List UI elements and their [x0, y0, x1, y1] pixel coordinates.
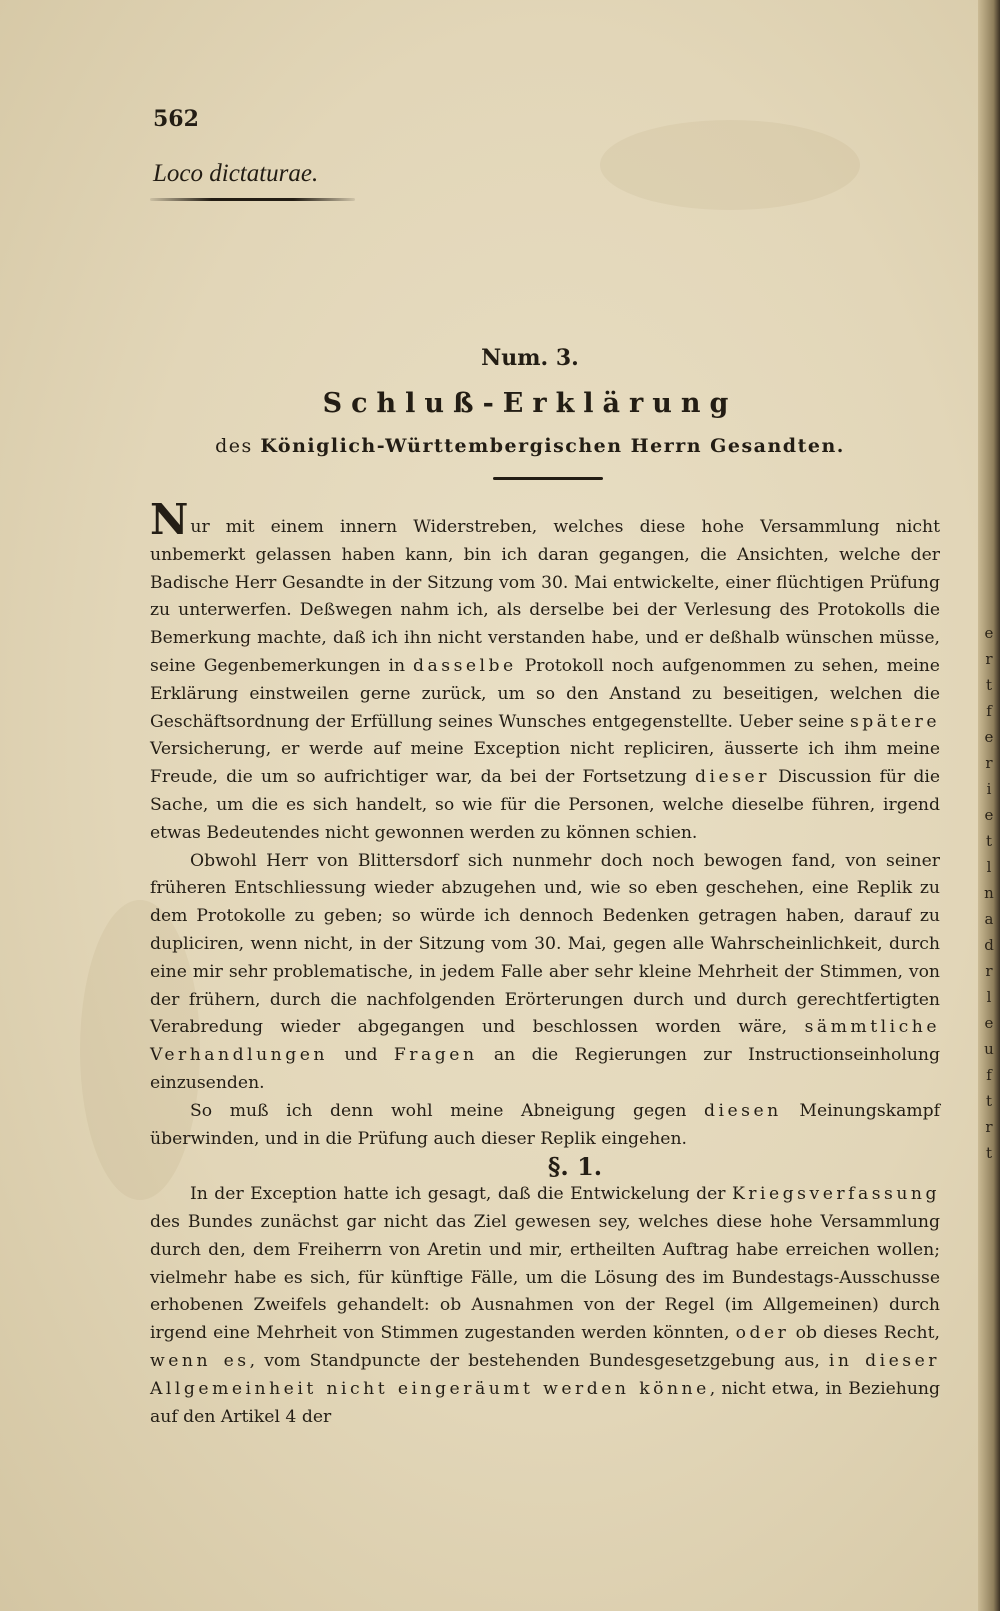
- edge-letter: i: [986, 780, 992, 798]
- edge-letter: t: [985, 1092, 993, 1110]
- title-rule: [150, 198, 355, 201]
- spaced-emphasis: in dieser Allgemeinheit nicht eingeräumt werden könne: [150, 1350, 940, 1399]
- paper-stain: [600, 120, 860, 210]
- paragraph-text: So muß ich denn wohl meine Abneigung gegen: [190, 1100, 705, 1121]
- paragraph-text: Discussion für die Sache, um die es sich handelt, so wie für die Personen, welche dieselbe führen, irgend etwas Bedeutendes nicht gewonnen werden zu können schien.: [150, 767, 940, 843]
- spaced-emphasis: sämmtliche Verhandlungen: [150, 1017, 940, 1066]
- document-title: Schluß-Erklärung: [322, 388, 738, 419]
- spaced-emphasis: spätere: [849, 711, 940, 732]
- edge-letter: t: [985, 676, 993, 694]
- edge-letter: f: [986, 1066, 992, 1084]
- paragraph-text: Obwohl Herr von Blittersdorf sich nunmehr doch noch bewogen fand, von seiner früheren Entschliessung wieder abzugehen und, wie so eben geschehen, eine Replik zu dem Protokolle zu geben; so würde ich dennoch Bedenken getragen haben, darauf zu dupliciren, wenn nicht, in der Sitzung vom 30. Mai, gegen alle Wahrscheinlichkeit, durch eine mir sehr problematische, in jedem Falle aber sehr kleine Mehrheit der Stimmen, von der frühern, durch die nachfolgenden Erörterungen durch und durch gerechtfertigten Verabredung wieder abgegangen und beschlossen worden wäre,: [150, 850, 940, 1038]
- spaced-emphasis: wenn es: [150, 1350, 250, 1371]
- edge-letter: e: [984, 806, 994, 824]
- paragraph-text: Protokoll noch aufgenommen zu sehen, meine Erklärung einstweilen gerne zurück, um so den Anstand zu beseitigen, welchen die Geschäftsordnung der Erfüllung seines Wunsches entgegenstellte. Ueber seine: [150, 655, 940, 732]
- spaced-emphasis: Kriegsverfassung: [731, 1184, 940, 1205]
- adjacent-page-letters: [980, 620, 998, 1166]
- paragraph-text: , nicht etwa, in Beziehung auf den Artikel 4 der: [150, 1378, 940, 1427]
- edge-letter: l: [986, 988, 992, 1006]
- edge-letter: r: [985, 962, 993, 980]
- page-number: 562: [153, 106, 199, 132]
- edge-letter: r: [985, 1118, 993, 1136]
- edge-letter: e: [984, 624, 994, 642]
- drop-cap: N: [150, 495, 189, 544]
- paragraph-4: [150, 1181, 940, 1431]
- edge-letter: a: [984, 910, 994, 928]
- spaced-emphasis: oder: [735, 1323, 790, 1344]
- paragraph-2: [150, 848, 940, 1098]
- paragraph-text: und: [328, 1045, 394, 1066]
- section-heading: §. 1.: [547, 1152, 603, 1182]
- edge-letter: l: [986, 858, 992, 876]
- edge-letter: r: [985, 650, 993, 668]
- paragraph-text: ob dieses Recht,: [789, 1323, 940, 1344]
- paragraph-text: In der Exception hatte ich gesagt, daß die Entwickelung der: [190, 1184, 732, 1205]
- edge-letter: e: [984, 1014, 994, 1032]
- subtitle-prefix: des: [215, 435, 261, 457]
- paragraph-text: ur mit einem innern Widerstreben, welches diese hohe Versammlung nicht unbemerkt gelassen haben kann, bin ich daran gegangen, die Ansichten, welche der Badische Herr Gesandte in der Sitzung vom 30. Mai entwickelte, einer flüchtigen Prüfung zu unterwerfen. Deßwegen nahm ich, als derselbe bei der Verlesung des Protokolls die Bemerkung machte, daß ich ihn nicht verstanden habe, und er deßhalb wünschen müsse, seine Gegenbemerkungen in: [150, 517, 940, 676]
- edge-letter: f: [986, 702, 992, 720]
- heading-rule: [493, 477, 603, 480]
- document-subtitle: [0, 435, 1000, 457]
- paragraph-3: [150, 1098, 940, 1154]
- edge-letter: e: [984, 728, 994, 746]
- spaced-emphasis: Fragen: [393, 1045, 478, 1066]
- edge-letter: r: [985, 754, 993, 772]
- spaced-emphasis: dasselbe: [413, 655, 517, 676]
- paragraph-text: Meinungskampf überwinden, und in die Prüfung auch dieser Replik eingehen.: [150, 1100, 940, 1149]
- edge-letter: u: [984, 1040, 994, 1058]
- edge-letter: d: [984, 936, 994, 954]
- paragraph-1: [150, 495, 940, 848]
- adjacent-page-edge: [978, 0, 1000, 1611]
- edge-letter: t: [985, 832, 993, 850]
- paragraph-text: , vom Standpuncte der bestehenden Bundesgesetzgebung aus,: [249, 1350, 829, 1371]
- running-title: Loco dictaturae.: [153, 160, 319, 187]
- paragraph-text: an die Regierungen zur Instructionseinholung einzusenden.: [150, 1045, 940, 1093]
- document-number-heading: Num. 3.: [481, 345, 579, 371]
- paragraph-text: Versicherung, er werde auf meine Exception nicht repliciren, äusserte ich ihm meine Freude, die um so aufrichtiger war, da bei der Fortsetzung: [150, 739, 940, 788]
- spaced-emphasis: dieser: [695, 767, 770, 788]
- body-text: [150, 495, 940, 1431]
- paragraph-text: des Bundes zunächst gar nicht das Ziel gewesen sey, welches diese hohe Versammlung durch den, dem Freiherrn von Aretin und mir, ertheilten Auftrag habe erreichen wollen; vielmehr habe es sich, für künftige Fälle, um die Lösung des im Bundestags-Ausschusse erhobenen Zweifels gehandelt: ob Ausnahmen von der Regel (im Allgemeinen) durch irgend eine Mehrheit von Stimmen zugestanden werden könnten,: [150, 1211, 940, 1344]
- spaced-emphasis: diesen: [704, 1100, 782, 1121]
- subtitle-emphasis: Königlich-Württembergischen Herrn Gesandten.: [260, 435, 845, 457]
- edge-letter: t: [985, 1144, 993, 1162]
- edge-letter: n: [984, 884, 994, 902]
